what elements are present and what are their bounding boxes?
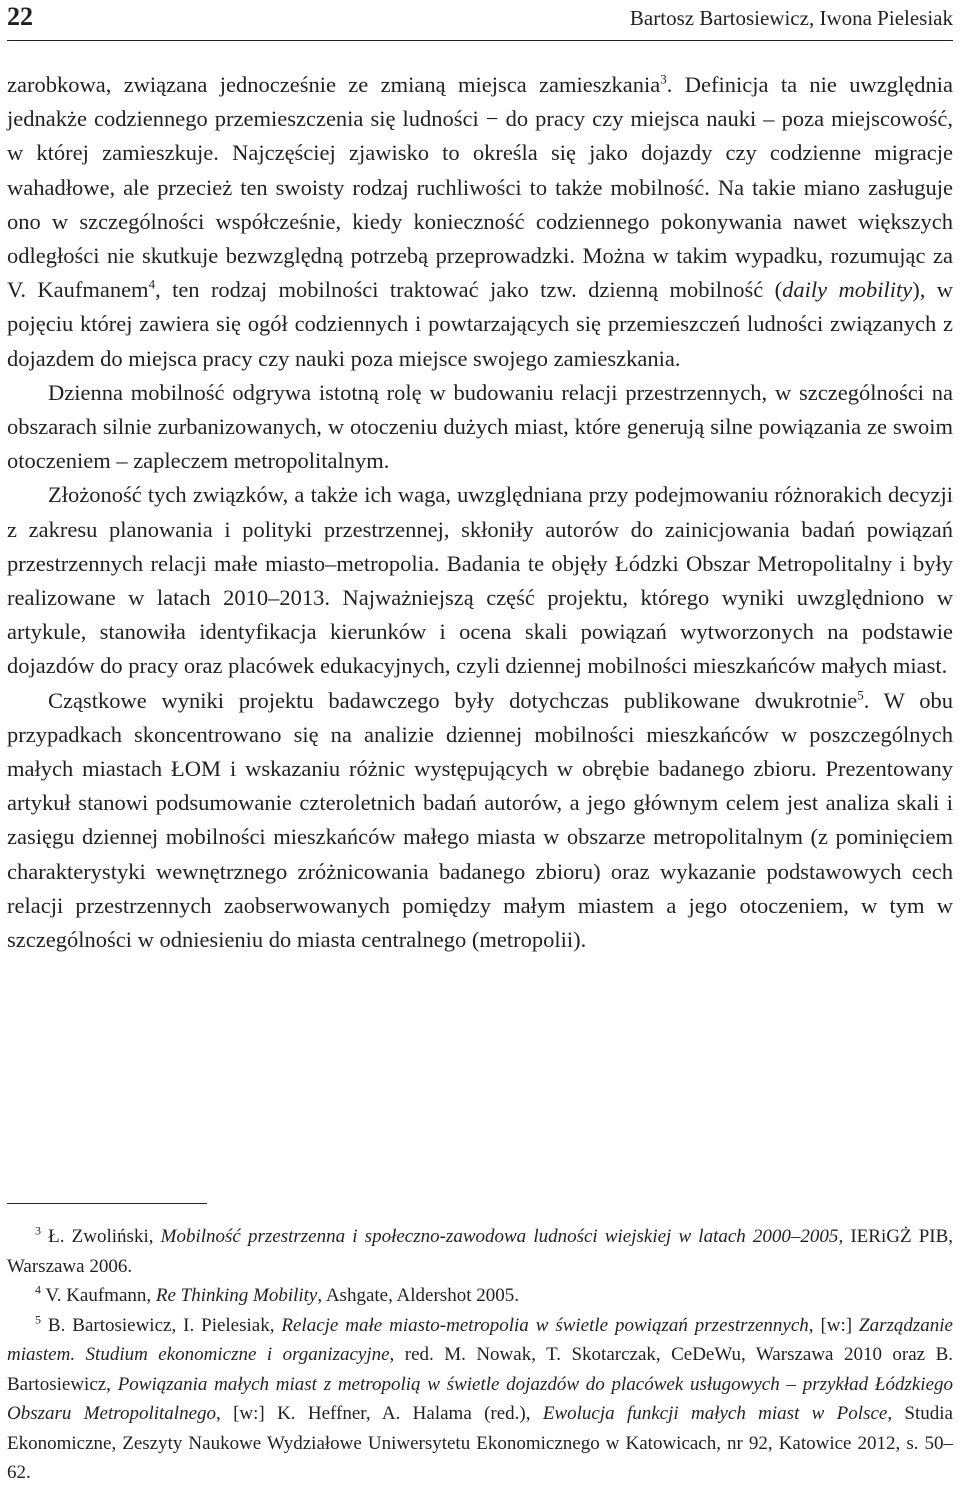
page-header	[7, 0, 953, 40]
header-rule	[7, 40, 953, 41]
body-text	[7, 68, 953, 957]
footnotes	[7, 1222, 953, 1488]
footnote-ref-4[interactable]: 4	[148, 276, 156, 292]
footnote-ref-5[interactable]: 5	[857, 687, 864, 703]
page-number: 22	[7, 2, 33, 31]
footnote-rule	[7, 1203, 207, 1204]
footnote-4: $^4$ V. Kaufmann, Re Thinking Mobility, Ashgate, Aldershot 2005.	[35, 1282, 519, 1306]
italic-term: daily mobility	[782, 277, 913, 303]
paragraph-3: Złożoność tych związków, a także ich waga, uwzględniana przy podejmowaniu różnorakich decyzji z zakresu planowania i polityki przestrzennej, skłoniły autorów do zainicjowania badań powiązań przestrzennych relacji małe miasto–metropolia. Badania te objęły Łódzki Obszar Metropolitalny i były realizowane w latach 2010–2013. Najważniejszą część projektu, którego wyniki uwzględniono w artykule, stanowiła identyfikacja kierunków i ocena skali powiązań wytworzonych na podstawie dojazdów do pracy oraz placówek edukacyjnych, czyli dziennej mobilności mieszkańców małych miast.	[7, 482, 953, 679]
footnote-5: $^5$ B. Bartosiewicz, I. Pielesiak, Relacje małe miasto-metropolia w świetle powiązań przestrzennych, [w:] Zarządzanie miastem. Studium ekonomiczne i organizacyjne, red. M. Nowak, T. Skotarczak, CeDeWu, Warszawa 2010 oraz B. Bartosiewicz, Powiązania małych miast z metropolią w świetle dojazdów do placówek usługowych – przykład Łódzkiego Obszaru Metropolitalnego, [w:] K. Heffner, A. Halama (red.), Ewolucja funkcji małych miast w Polsce, Studia Ekonomiczne, Zeszyty Naukowe Wydziałowe Uniwersytetu Ekonomicznego w Katowicach, nr 92, Katowice 2012, s. 50–62.	[7, 1312, 953, 1483]
paragraph-1: zarobkowa, związana jednocześnie ze zmianą miejsca zamieszkania$^3$. Definicja ta nie uwzględnia jednakże codziennego przemieszczenia się ludności − do pracy czy miejsca nauki – poza miejscowość, w której zamieszkuje. Najczęściej zjawisko to określa się jako dojazdy czy codzienne migracje wahadłowe, ale przecież ten swoisty rodzaj ruchliwości to także mobilność. Na takie miano zasługuje ono w szczególności współcześnie, kiedy konieczność codziennego pokonywania nawet większych odległości nie skutkuje bezwzględną potrzebą przeprowadzki. Można w takim wypadku, rozumując za V. Kaufmanem$^4$, ten rodzaj mobilności traktować jako tzw. dzienną mobilność (daily mobility), w pojęciu której zawiera się ogół codziennych i powtarzających się przemieszczeń ludności związanych z dojazdem do miejsca pracy czy nauki poza miejsce swojego zamieszkania.	[7, 71, 953, 371]
running-title: Bartosz Bartosiewicz, Iwona Pielesiak	[629, 6, 953, 30]
paragraph-4: Cząstkowe wyniki projektu badawczego były dotychczas publikowane dwukrotnie$^5$. W obu przypadkach skoncentrowano się na analizie dziennej mobilności mieszkańców w poszczególnych małych miastach ŁOM i wskazaniu różnic występujących w obrębie badanego zbioru. Prezentowany artykuł stanowi podsumowanie czteroletnich badań autorów, a jego głównym celem jest analiza skali i zasięgu dziennej mobilności mieszkańców małego miasta w obszarze metropolitalnym (z pominięciem charakterystyki wewnętrznego zróżnicowania badanego zbioru) oraz wykazanie podstawowych cech relacji przestrzennych zaobserwowanych pomiędzy małym miastem a jego otoczeniem, w tym w szczególności w odniesieniu do miasta centralnego (metropolii).	[7, 687, 953, 953]
footnote-3: $^3$ Ł. Zwoliński, Mobilność przestrzenna i społeczno-zawodowa ludności wiejskiej w latach 2000–2005, IERiGŻ PIB, Warszawa 2006.	[7, 1223, 954, 1277]
paragraph-2: Dzienna mobilność odgrywa istotną rolę w budowaniu relacji przestrzennych, w szczególności na obszarach silnie zurbanizowanych, w otoczeniu dużych miast, które generują silne powiązania ze swoim otoczeniem – zapleczem metropolitalnym.	[7, 379, 953, 474]
footnote-ref-3[interactable]: 3	[660, 71, 667, 87]
